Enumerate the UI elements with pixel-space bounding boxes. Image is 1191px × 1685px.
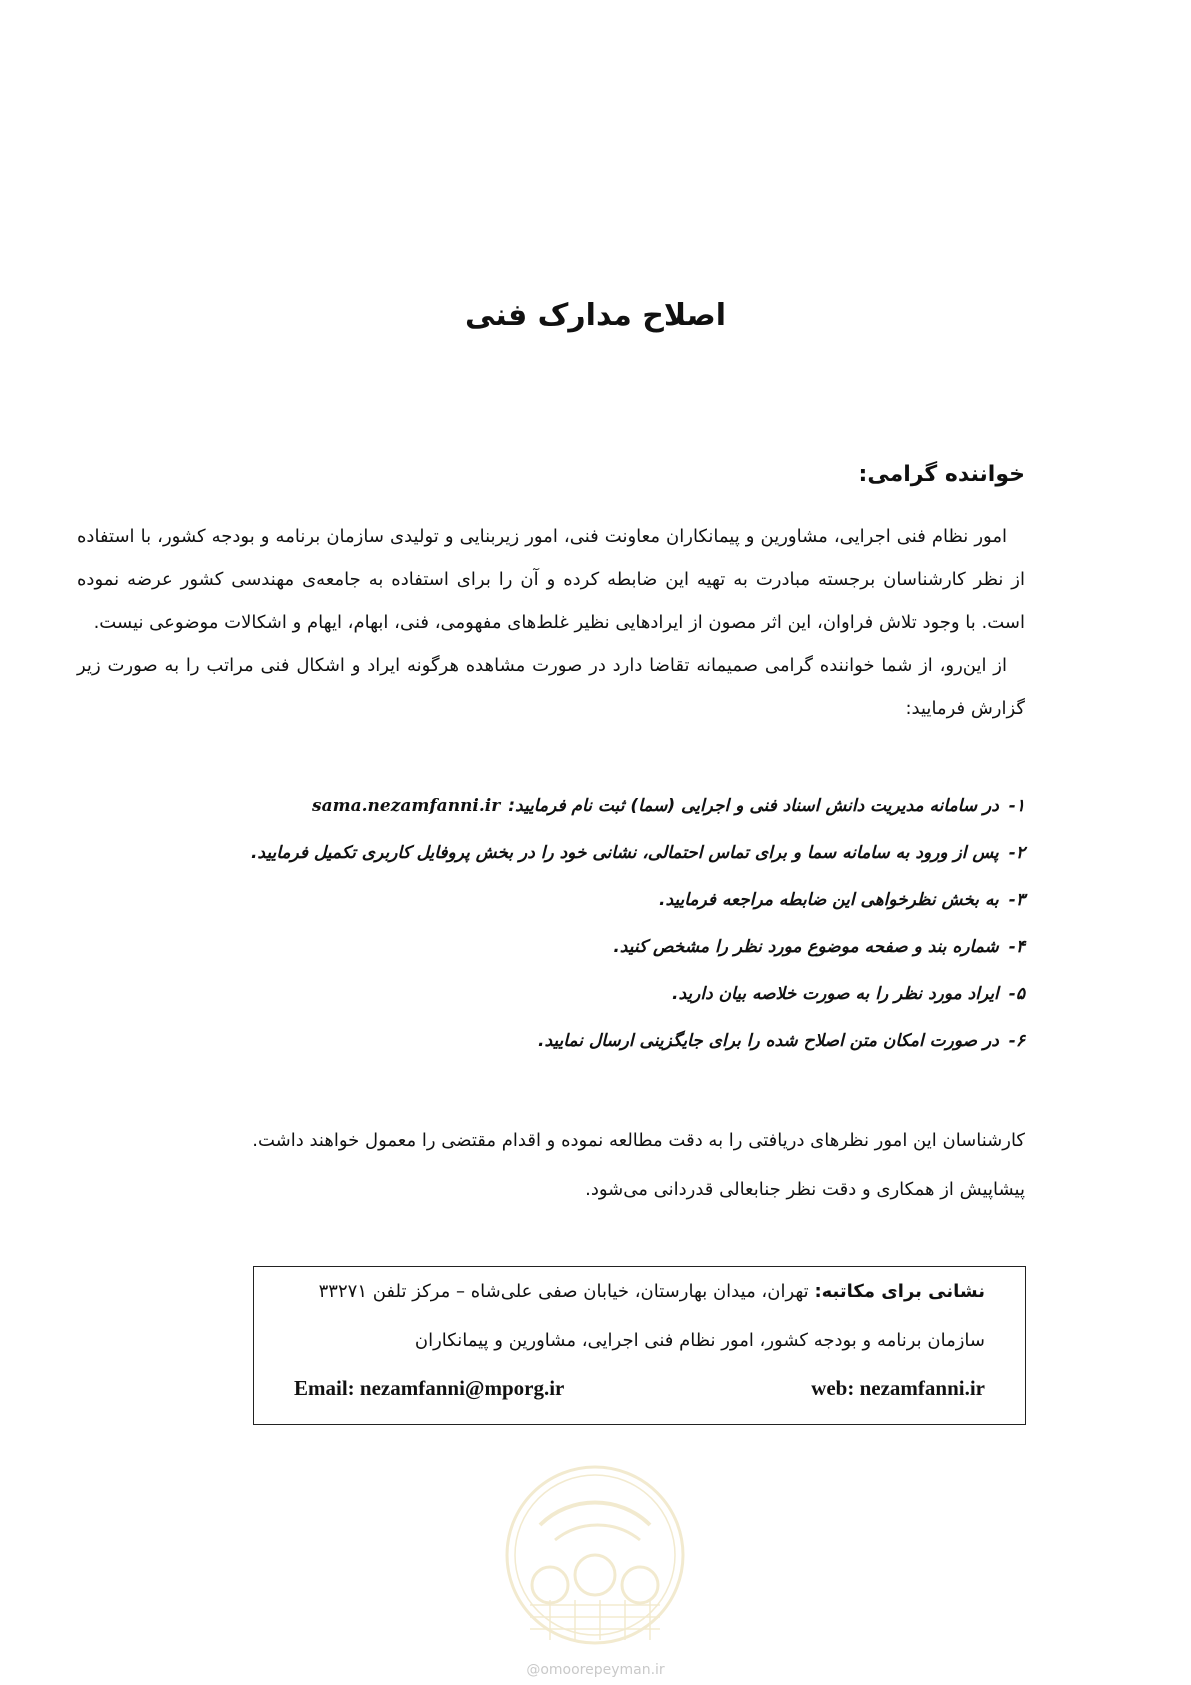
instruction-text: در صورت امکان متن اصلاح شده را برای جایگزینی ارسال نمایید. [538, 1031, 999, 1051]
instruction-text: شماره بند و صفحه موضوع مورد نظر را مشخص کنید. [613, 937, 999, 957]
sama-url-link[interactable]: sama.nezamfanni.ir [312, 796, 501, 816]
instruction-text: به بخش نظرخواهی این ضابطه مراجعه فرمایید. [658, 890, 999, 910]
contact-address-row [319, 1281, 985, 1302]
instruction-number: ۱- [1008, 796, 1025, 816]
intro-paragraph-2: از این‌رو، از شما خواننده گرامی صمیمانه تقاضا دارد در صورت مشاهده هرگونه ایراد و اشکال فنی مراتب را به صورت زیر گزارش فرمایید: [77, 655, 1025, 719]
instruction-number: ۲- [1008, 843, 1025, 863]
instruction-item [125, 1028, 1025, 1075]
contact-label: نشانی برای مکاتبه: [814, 1281, 985, 1302]
instruction-text: پس از ورود به سامانه سما و برای تماس احتمالی، نشانی خود را در بخش پروفایل کاربری تکمیل فرمایید. [250, 843, 999, 863]
instruction-number: ۶- [1008, 1031, 1025, 1051]
instruction-item [125, 934, 1025, 981]
watermark-handle: @omoorepeyman.ir [526, 1662, 665, 1678]
instruction-list [125, 793, 1025, 1075]
web-link[interactable]: web: nezamfanni.ir [811, 1376, 985, 1400]
instruction-item [125, 840, 1025, 887]
instruction-number: ۵- [1008, 984, 1025, 1004]
intro-paragraph-1: امور نظام فنی اجرایی، مشاورین و پیمانکاران معاونت فنی، امور زیربنایی و تولیدی سازمان برنامه و بودجه کشور، با استفاده از نظر کارشناسان برجسته مبادرت به تهیه این ضابطه کرده و آن را برای استفاده به جامعه‌ی مهندسی کشور عرضه نموده است. با وجود تلاش فراوان، این اثر مصون از ایرادهایی نظیر غلط‌های مفهومی، فنی، ابهام، ایهام و اشکالات موضوعی نیست. [77, 526, 1025, 633]
greeting-heading: خواننده گرامی: [858, 462, 1025, 487]
watermark-logo [500, 1455, 690, 1655]
instruction-item [125, 793, 1025, 840]
instruction-item [125, 981, 1025, 1028]
contact-box [253, 1266, 1026, 1425]
contact-organization: سازمان برنامه و بودجه کشور، امور نظام فنی اجرایی، مشاورین و پیمانکاران [414, 1330, 985, 1351]
instruction-text: ایراد مورد نظر را به صورت خلاصه بیان دارید. [672, 984, 999, 1004]
closing-line-2: پیشاپیش از همکاری و دقت نظر جنابعالی قدردانی می‌شود. [585, 1179, 1025, 1200]
contact-address: تهران، میدان بهارستان، خیابان صفی علی‌شاه – مرکز تلفن ۳۳۲۷۱ [318, 1281, 809, 1302]
page-title: اصلاح مدارک فنی [465, 298, 726, 333]
instruction-number: ۳- [1008, 890, 1025, 910]
instruction-number: ۴- [1008, 937, 1025, 957]
instruction-text: در سامانه مدیریت دانش اسناد فنی و اجرایی (سما) ثبت نام فرمایید: [508, 796, 999, 816]
closing-text [205, 1116, 1025, 1214]
instruction-item [125, 887, 1025, 934]
closing-line-1: کارشناسان این امور نظرهای دریافتی را به دقت مطالعه نموده و اقدام مقتضی را معمول خواهند داشت. [252, 1130, 1025, 1151]
intro-text [77, 515, 1025, 730]
email-link[interactable]: Email: nezamfanni@mporg.ir [294, 1376, 565, 1400]
